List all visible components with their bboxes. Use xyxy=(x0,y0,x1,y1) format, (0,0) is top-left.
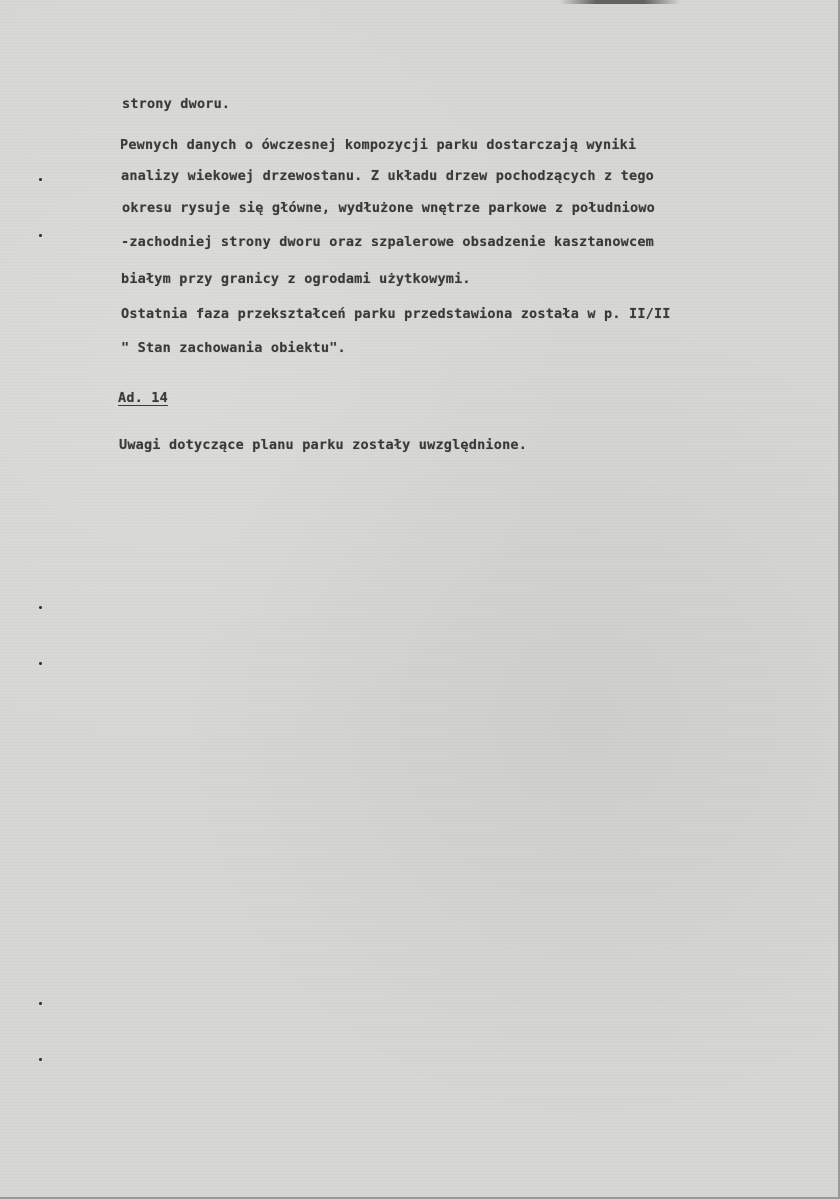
page-edge-top xyxy=(560,0,680,4)
margin-dot xyxy=(39,178,42,181)
text-line: " Stan zachowania obiektu". xyxy=(121,340,346,356)
section-text: Uwagi dotyczące planu parku zostały uwzględnione. xyxy=(119,437,528,453)
text-line: -zachodniej strony dworu oraz szpalerowe obsadzenie kasztanowcem xyxy=(121,234,654,250)
margin-dot xyxy=(39,662,42,665)
text-line: białym przy granicy z ogrodami użytkowymi. xyxy=(121,271,471,287)
margin-dot xyxy=(39,1058,42,1061)
text-line: Pewnych danych o ówczesnej kompozycji parku dostarczają wyniki xyxy=(120,137,637,153)
margin-dot xyxy=(39,234,42,237)
text-line: analizy wiekowej drzewostanu. Z układu drzew pochodzących z tego xyxy=(121,168,654,184)
text-line: Ostatnia faza przekształceń parku przedstawiona została w p. II/II xyxy=(121,306,671,322)
text-line: okresu rysuje się główne, wydłużone wnętrze parkowe z południowo xyxy=(122,200,655,216)
margin-dot xyxy=(39,1002,42,1005)
text-line: strony dworu. xyxy=(122,96,231,112)
section-heading: Ad. 14 xyxy=(118,390,168,406)
margin-dot xyxy=(39,606,42,609)
